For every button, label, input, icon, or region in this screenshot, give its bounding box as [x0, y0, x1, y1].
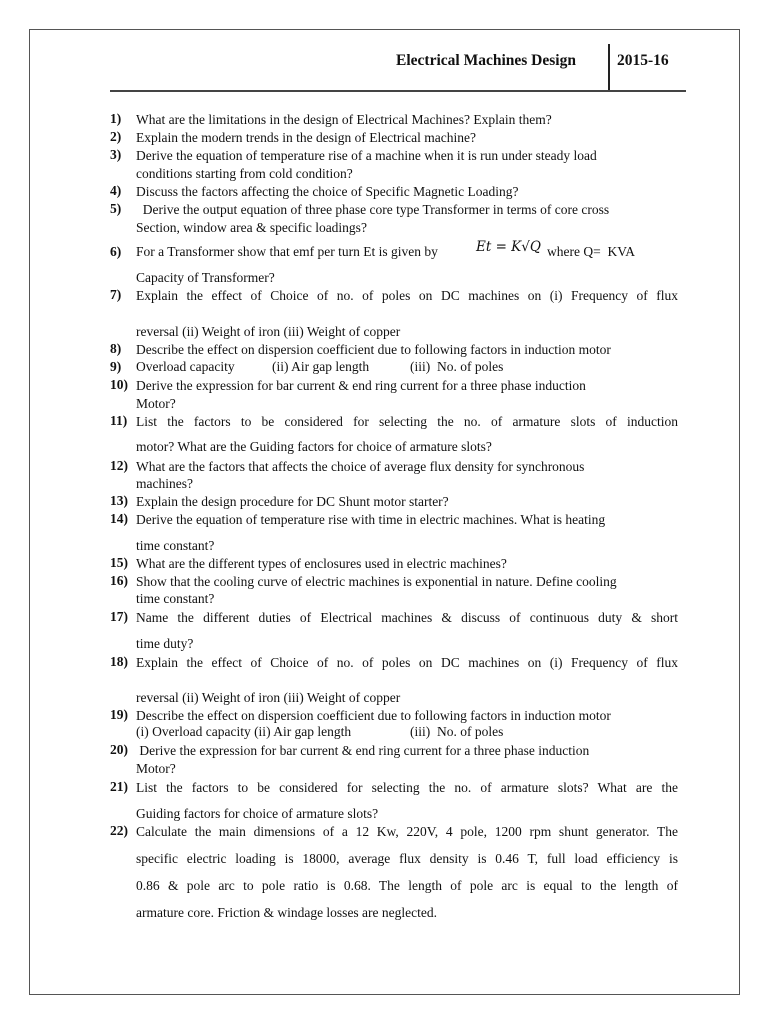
question-text: Explain the effect of Choice of no. of poles on DC machines on (i) Frequency of flux: [136, 655, 678, 670]
question-text: Explain the modern trends in the design of Electrical machine?: [136, 130, 477, 145]
question-number: 2): [110, 129, 122, 144]
emf-equation: Et = K√Q: [476, 239, 541, 255]
question-text-continued: reversal (ii) Weight of iron (iii) Weight of copper: [136, 324, 401, 339]
question-number: 22): [110, 823, 128, 838]
question-text-continued: armature core. Friction & windage losses are neglected.: [136, 905, 438, 920]
question-text: List the factors to be considered for selecting the no. of armature slots? What are the: [136, 780, 678, 795]
question-text: What are the factors that affects the choice of average flux density for synchronous: [136, 459, 585, 474]
question-number: 8): [110, 341, 122, 356]
question-number: 1): [110, 111, 122, 126]
factor-item: (iii) No. of poles: [410, 359, 504, 374]
academic-year: 2015-16: [617, 52, 669, 69]
question-text: Discuss the factors affecting the choice of Specific Magnetic Loading?: [136, 184, 519, 199]
question-text: For a Transformer show that emf per turn Et is given by: [136, 244, 438, 259]
question-text: Explain the design procedure for DC Shunt motor starter?: [136, 494, 449, 509]
question-text: Derive the equation of temperature rise of a machine when it is run under steady load: [136, 148, 597, 163]
question-text-continued: 0.86 & pole arc to pole ratio is 0.68. The length of pole arc is equal to the length of: [136, 878, 678, 893]
factor-item: (i) Overload capacity (ii) Air gap length: [136, 724, 352, 739]
question-number: 9): [110, 359, 122, 374]
question-text: List the factors to be considered for selecting the no. of armature slots of induction: [136, 414, 678, 429]
question-text: What are the limitations in the design of Electrical Machines? Explain them?: [136, 112, 552, 127]
question-number: 13): [110, 493, 128, 508]
question-text-continued: Section, window area & specific loadings?: [136, 220, 367, 235]
question-text-continued: time constant?: [136, 538, 215, 553]
question-text: Explain the effect of Choice of no. of poles on DC machines on (i) Frequency of flux: [136, 288, 678, 303]
question-text: where Q= KVA: [547, 244, 635, 259]
question-number: 7): [110, 287, 122, 302]
question-number: 21): [110, 779, 128, 794]
question-text-continued: time constant?: [136, 591, 215, 606]
question-text: Derive the output equation of three phase core type Transformer in terms of core cross: [136, 202, 610, 217]
question-number: 20): [110, 742, 128, 757]
question-text: Show that the cooling curve of electric machines is exponential in nature. Define cooling: [136, 574, 617, 589]
factor-item: (ii) Air gap length: [272, 359, 370, 374]
question-number: 4): [110, 183, 122, 198]
question-number: 3): [110, 147, 122, 162]
question-text: Derive the equation of temperature rise with time in electric machines. What is heating: [136, 512, 606, 527]
question-number: 11): [110, 413, 128, 428]
question-number: 16): [110, 573, 128, 588]
question-text-continued: motor? What are the Guiding factors for choice of armature slots?: [136, 439, 492, 454]
question-number: 10): [110, 377, 128, 392]
question-text: Describe the effect on dispersion coefficient due to following factors in induction motor: [136, 342, 611, 357]
question-text: Derive the expression for bar current & end ring current for a three phase induction: [136, 378, 586, 393]
question-number: 12): [110, 458, 128, 473]
question-number: 14): [110, 511, 128, 526]
document-title: Electrical Machines Design: [396, 52, 576, 69]
factor-item: (iii) No. of poles: [410, 724, 504, 739]
question-text-continued: reversal (ii) Weight of iron (iii) Weight of copper: [136, 690, 401, 705]
question-text: Name the different duties of Electrical machines & discuss of continuous duty & short: [136, 610, 678, 625]
question-text-continued: time duty?: [136, 636, 194, 651]
question-text: Derive the expression for bar current & end ring current for a three phase induction: [136, 743, 590, 758]
question-text-continued: Capacity of Transformer?: [136, 270, 275, 285]
question-text-continued: conditions starting from cold condition?: [136, 166, 353, 181]
question-number: 17): [110, 609, 128, 624]
question-text-continued: Motor?: [136, 396, 176, 411]
question-text-continued: Guiding factors for choice of armature slots?: [136, 806, 379, 821]
question-number: 19): [110, 707, 128, 722]
question-text: Describe the effect on dispersion coefficient due to following factors in induction motor: [136, 708, 611, 723]
question-text-continued: specific electric loading is 18000, average flux density is 0.46 T, full load efficiency is: [136, 851, 678, 866]
question-text-continued: machines?: [136, 476, 193, 491]
question-number: 6): [110, 244, 122, 259]
question-text: What are the different types of enclosures used in electric machines?: [136, 556, 507, 571]
factor-item: Overload capacity: [136, 359, 235, 374]
question-text: Calculate the main dimensions of a 12 Kw, 220V, 4 pole, 1200 rpm shunt generator. The: [136, 824, 678, 839]
question-number: 18): [110, 654, 128, 669]
question-number: 15): [110, 555, 128, 570]
question-number: 5): [110, 201, 122, 216]
question-text-continued: Motor?: [136, 761, 176, 776]
